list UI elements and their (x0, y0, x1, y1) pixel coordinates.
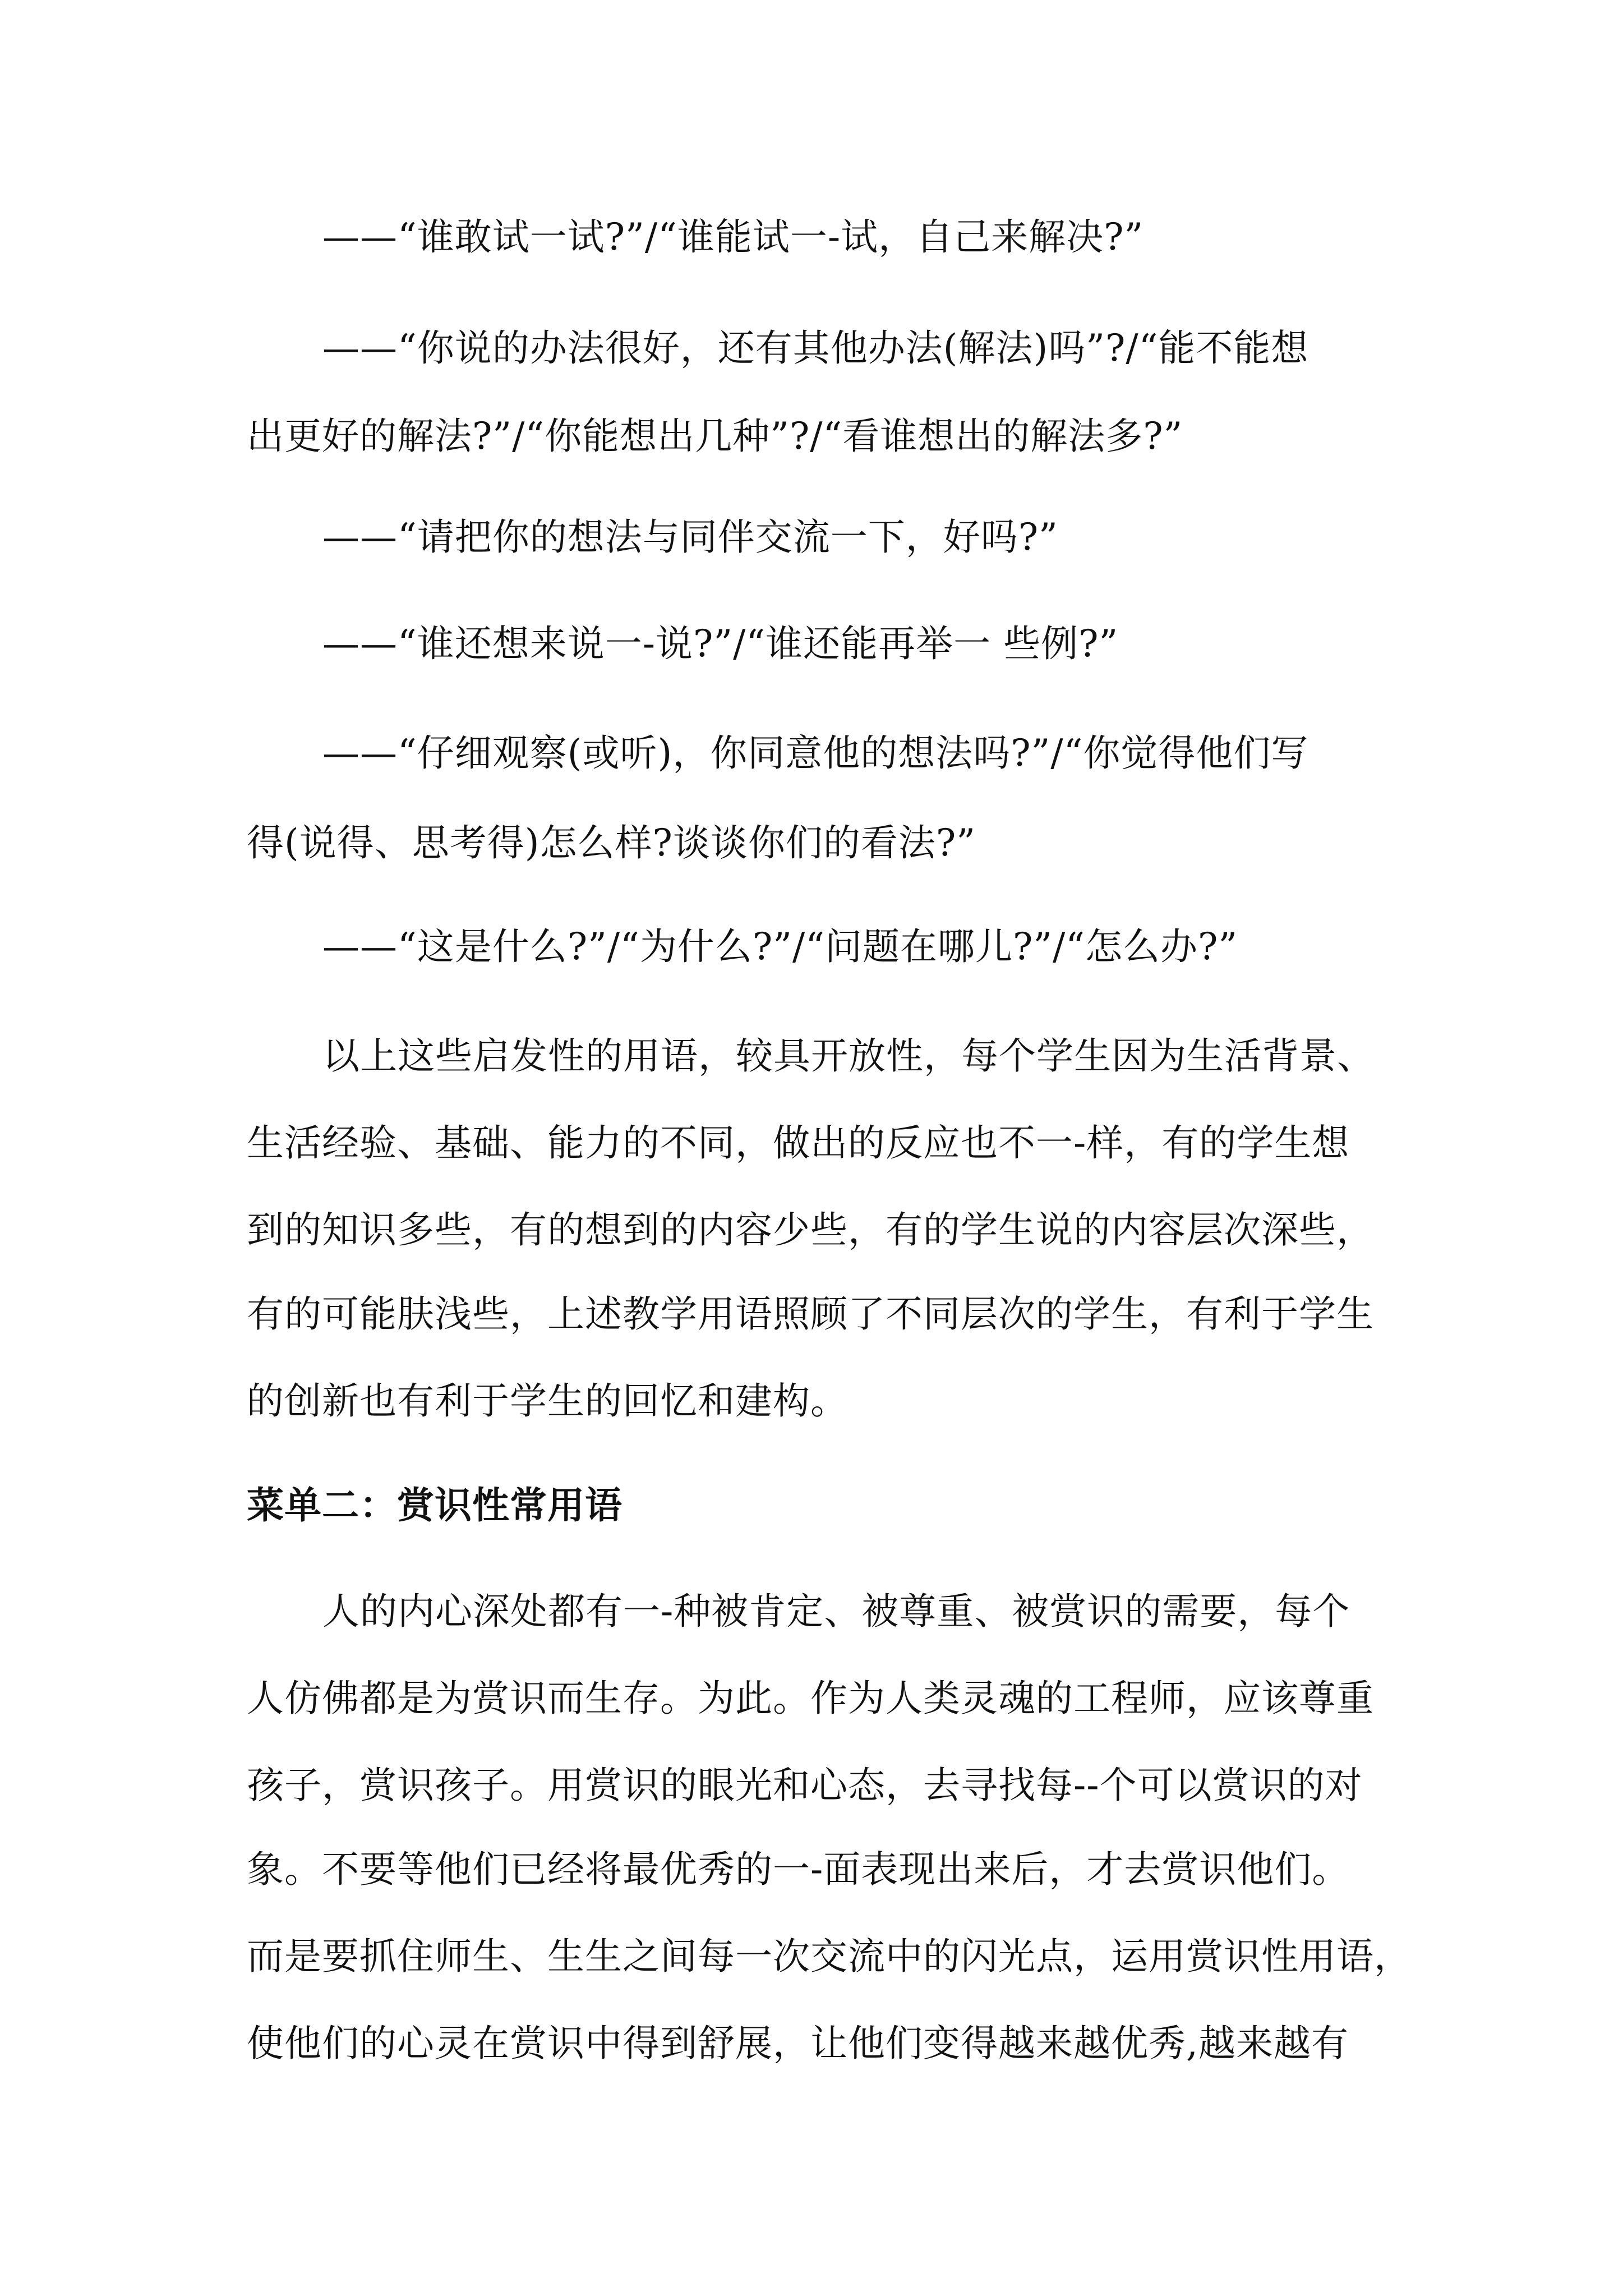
text-line: 生活经验、基础、能力的不同，做出的反应也不一-样，有的学生想 (247, 1121, 1350, 1165)
text-line: ——“你说的办法很好，还有其他办法(解法)吗”?/“能不能想 (322, 326, 1309, 370)
text-line: 人的内心深处都有一-种被肯定、被尊重、被赏识的需要，每个 (322, 1590, 1350, 1633)
text-line: 出更好的解法?”/“你能想出几种”?/“看谁想出的解法多?” (247, 415, 1183, 458)
text-line: 人仿佛都是为赏识而生存。为此。作为人类灵魂的工程师，应该尊重 (247, 1677, 1374, 1720)
text-line: 而是要抓住师生、生生之间每一次交流中的闪光点，运用赏识性用语， (247, 1935, 1412, 1978)
text-line: 得(说得、思考得)怎么样?谈谈你们的看法?” (247, 821, 976, 864)
text-line: ——“请把你的想法与同伴交流一下，好吗?” (322, 516, 1058, 559)
text-line: ——“谁敢试一试?”/“谁能试一-试，自己来解决?” (322, 215, 1144, 259)
text-line: 孩子，赏识孩子。用赏识的眼光和心态，去寻找每--个可以赏识的对 (247, 1764, 1363, 1807)
text-line: 使他们的心灵在赏识中得到舒展，让他们变得越来越优秀,越来越有 (247, 2022, 1349, 2065)
section-heading: 菜单二：赏识性常用语 (247, 1483, 623, 1527)
text-line: 的创新也有利于学生的回忆和建构。 (247, 1379, 848, 1423)
text-line: 以上这些启发性的用语，较具开放性，每个学生因为生活背景、 (322, 1034, 1375, 1078)
text-line: ——“这是什么?”/“为什么?”/“问题在哪儿?”/“怎么办?” (322, 925, 1238, 968)
text-line: ——“仔细观察(或听)，你同意他的想法吗?”/“你觉得他们写 (322, 731, 1309, 775)
text-line: 有的可能肤浅些，上述教学用语照顾了不同层次的学生，有利于学生 (247, 1292, 1374, 1336)
text-line: ——“谁还想来说一-说?”/“谁还能再举一 些例?” (322, 622, 1119, 665)
text-line: 象。不要等他们已经将最优秀的一-面表现出来后，才去赏识他们。 (247, 1848, 1350, 1891)
text-line: 到的知识多些，有的想到的内容少些，有的学生说的内容层次深些， (247, 1208, 1374, 1251)
